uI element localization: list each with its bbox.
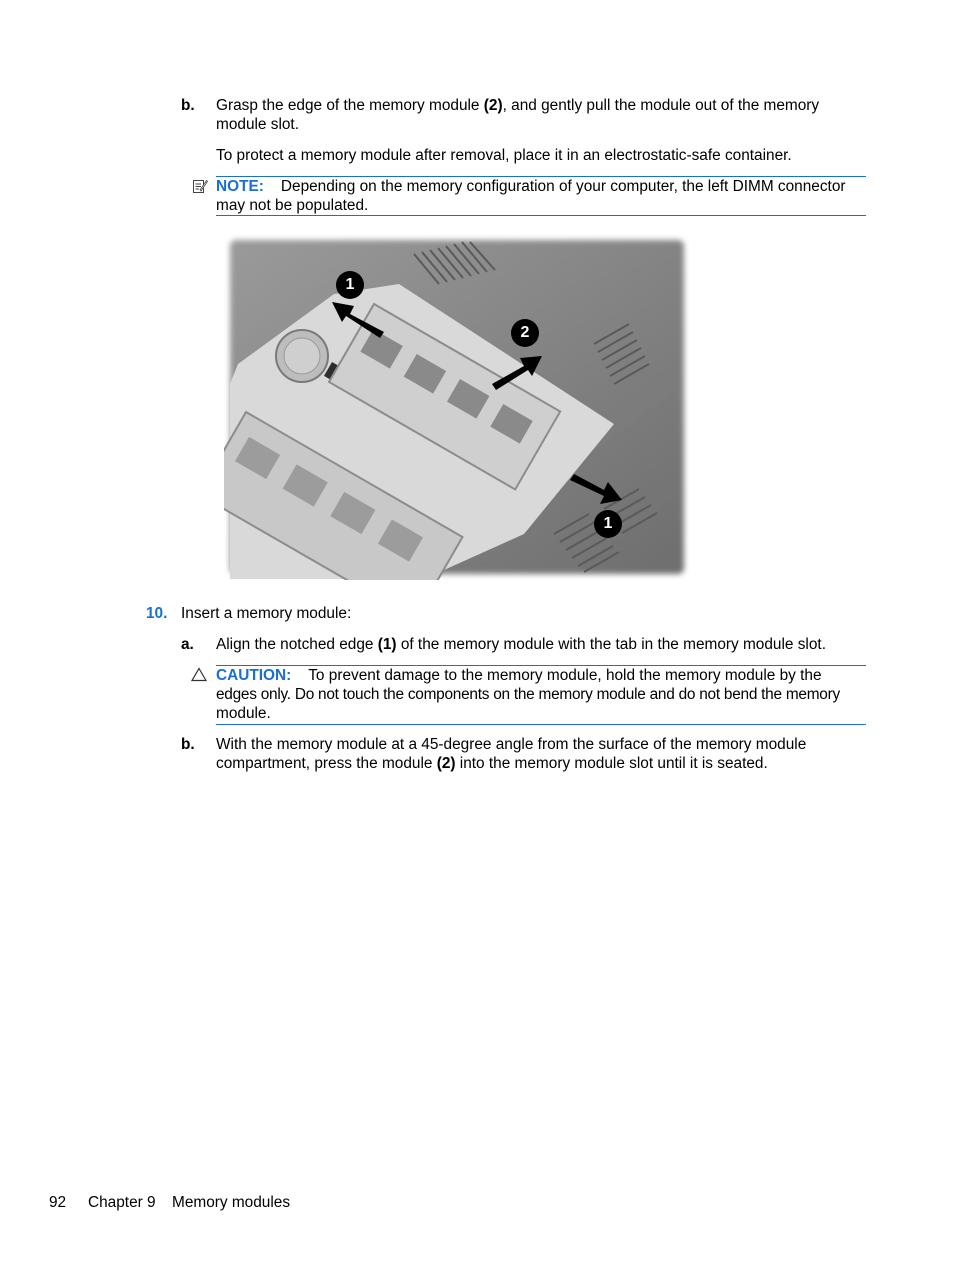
step-b1-callout-ref: (2)	[483, 97, 503, 114]
step-a-post: of the memory module with the tab in the memory module slot.	[396, 636, 826, 653]
caution-bottom-rule	[216, 724, 866, 725]
note-icon	[192, 178, 208, 194]
caution-text-line1: To prevent damage to the memory module, hold the memory module by the	[308, 667, 822, 684]
footer-page-number: 92	[49, 1194, 67, 1211]
callout-1-lower: 1	[594, 510, 622, 538]
step-a-marker: a.	[181, 636, 194, 653]
step-b1-paragraph: To protect a memory module after removal, place it in an electrostatic-safe container.	[216, 147, 792, 164]
callout-2: 2	[511, 319, 539, 347]
note-bottom-rule	[216, 215, 866, 216]
footer-chapter-title: Memory modules	[172, 1194, 291, 1211]
step-10-number: 10.	[146, 605, 168, 622]
step-b2-line2-pre: compartment, press the module	[216, 755, 437, 772]
note-text-line1: Depending on the memory configuration of your computer, the left DIMM connector	[280, 178, 846, 195]
note-line1	[216, 177, 846, 196]
note-line2: may not be populated.	[216, 197, 369, 214]
step-b1-line1-pre: Grasp the edge of the memory module	[216, 97, 484, 114]
footer-chapter: Chapter 9	[88, 1194, 156, 1211]
step-b2-line1: With the memory module at a 45-degree angle from the surface of the memory module	[216, 736, 807, 753]
step-b2-marker: b.	[181, 736, 195, 753]
caution-triangle-icon	[191, 667, 207, 682]
note-label: NOTE:	[216, 178, 264, 195]
caution-line3: module.	[216, 705, 271, 722]
step-a-pre: Align the notched edge	[216, 636, 378, 653]
step-a-text	[216, 635, 826, 654]
step-b1-line2: module slot.	[216, 116, 299, 133]
step-a-callout-ref: (1)	[377, 636, 397, 653]
callout-1-upper: 1	[336, 271, 364, 299]
step-b1-line1-post: , and gently pull the module out of the memory	[502, 97, 820, 114]
step-b2-callout-ref: (2)	[436, 755, 456, 772]
step-b2-line2-post: into the memory module slot until it is seated.	[455, 755, 768, 772]
step-10-text: Insert a memory module:	[181, 605, 352, 622]
step-b1-marker: b.	[181, 97, 195, 114]
memory-module-removal-figure	[224, 234, 690, 580]
caution-label: CAUTION:	[216, 667, 292, 684]
caution-line1	[216, 666, 822, 685]
step-b1-line1	[216, 96, 819, 115]
caution-line2: edges only. Do not touch the components on the memory module and do not bend the memory	[216, 686, 840, 703]
step-b2-line2	[216, 754, 768, 773]
